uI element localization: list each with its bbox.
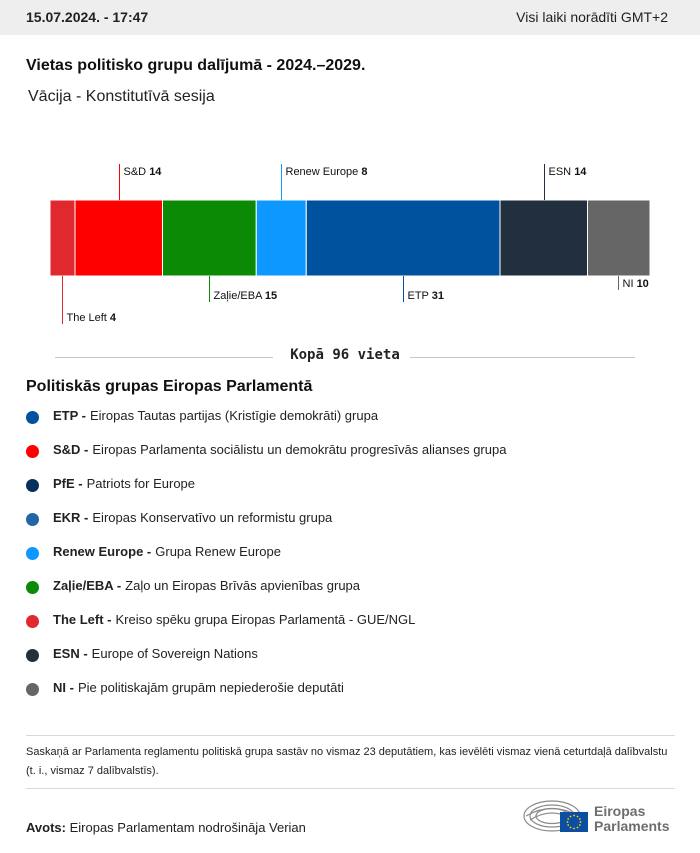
legend-dot-icon	[26, 615, 39, 628]
hemicycle-icon	[522, 796, 590, 838]
legend-title: Politiskās grupas Eiropas Parlamentā	[26, 378, 313, 395]
legend-item	[26, 578, 676, 612]
segment-label: ESN 14	[548, 166, 587, 178]
bar-segment	[588, 200, 651, 276]
legend-dot-icon	[26, 547, 39, 560]
segment-label: Renew Europe 8	[285, 166, 368, 178]
datetime: 15.07.2024. - 17:47	[26, 9, 149, 25]
bar-segment	[256, 200, 306, 276]
european-parliament-logo	[522, 796, 682, 838]
seat-distribution-chart	[0, 150, 700, 330]
legend-desc: Pie politiskajām grupām nepiederošie deputāti	[77, 680, 344, 695]
legend-desc: Eiropas Parlamenta sociālistu un demokrātu progresīvās alianses grupa	[92, 442, 507, 457]
bar-segment	[500, 200, 588, 276]
legend-item	[26, 442, 676, 476]
legend-abbr: EKR -	[53, 510, 89, 525]
segment-label: NI 10	[622, 278, 649, 290]
legend-item	[26, 646, 676, 680]
total-seats: Kopā 96 vieta	[280, 347, 410, 363]
legend-item	[26, 680, 676, 714]
legend-desc: Patriots for Europe	[86, 476, 196, 491]
page-subtitle: Vācija - Konstitutīvā sesija	[28, 88, 215, 105]
legend-item	[26, 408, 676, 442]
bar-segment	[163, 200, 257, 276]
logo-line-2: Parlaments	[594, 818, 670, 834]
bar-segment	[75, 200, 163, 276]
source-text: Eiropas Parlamentam nodrošināja Verian	[69, 820, 306, 835]
legend-abbr: S&D -	[53, 442, 89, 457]
legend-dot-icon	[26, 649, 39, 662]
legend-desc: Eiropas Tautas partijas (Kristīgie demokrāti) grupa	[90, 408, 379, 423]
divider-bottom	[26, 788, 675, 789]
divider-top	[26, 735, 675, 736]
legend-dot-icon	[26, 513, 39, 526]
legend-item	[26, 510, 676, 544]
segment-label: ETP 31	[407, 290, 445, 302]
logo-line-1: Eiropas	[594, 803, 646, 819]
legend-abbr: PfE -	[53, 476, 83, 491]
legend-abbr: NI -	[53, 680, 74, 695]
segment-label: Zaļie/EBA 15	[213, 290, 278, 302]
top-bar	[0, 0, 700, 35]
legend-item	[26, 476, 676, 510]
legend-abbr: ESN -	[53, 646, 88, 661]
rules-note: Saskaņā ar Parlamenta reglamentu politiskā grupa sastāv no vismaz 23 deputātiem, kas ievēlēti vismaz vienā ceturtdaļā dalībvalstu (t. i., vismaz 7 dalībvalstīs).	[26, 746, 668, 777]
timezone-note: Visi laiki norādīti GMT+2	[516, 9, 668, 25]
legend-abbr: Zaļie/EBA -	[53, 578, 122, 593]
legend-abbr: Renew Europe -	[53, 544, 152, 559]
legend-desc: Kreiso spēku grupa Eiropas Parlamentā - GUE/NGL	[115, 612, 416, 627]
legend-abbr: The Left -	[53, 612, 112, 627]
legend-desc: Europe of Sovereign Nations	[91, 646, 258, 661]
legend-dot-icon	[26, 683, 39, 696]
segment-label: S&D 14	[123, 166, 162, 178]
legend-desc: Grupa Renew Europe	[155, 544, 281, 559]
legend-desc: Eiropas Konservatīvo un reformistu grupa	[92, 510, 333, 525]
total-seats-row	[55, 347, 635, 367]
segment-label: The Left 4	[66, 312, 117, 324]
legend-desc: Zaļo un Eiropas Brīvās apvienības grupa	[125, 578, 361, 593]
legend-dot-icon	[26, 411, 39, 424]
legend-dot-icon	[26, 581, 39, 594]
legend-dot-icon	[26, 445, 39, 458]
source-label: Avots:	[26, 820, 66, 835]
bar-segment	[306, 200, 500, 276]
legend-dot-icon	[26, 479, 39, 492]
logo-text	[594, 804, 669, 834]
bar-segment	[50, 200, 75, 276]
legend-abbr: ETP -	[53, 408, 86, 423]
legend-list	[26, 408, 676, 714]
legend-item	[26, 544, 676, 578]
legend-item	[26, 612, 676, 646]
source-line	[26, 820, 306, 835]
page-title: Vietas politisko grupu dalījumā - 2024.–2029.	[26, 57, 366, 74]
